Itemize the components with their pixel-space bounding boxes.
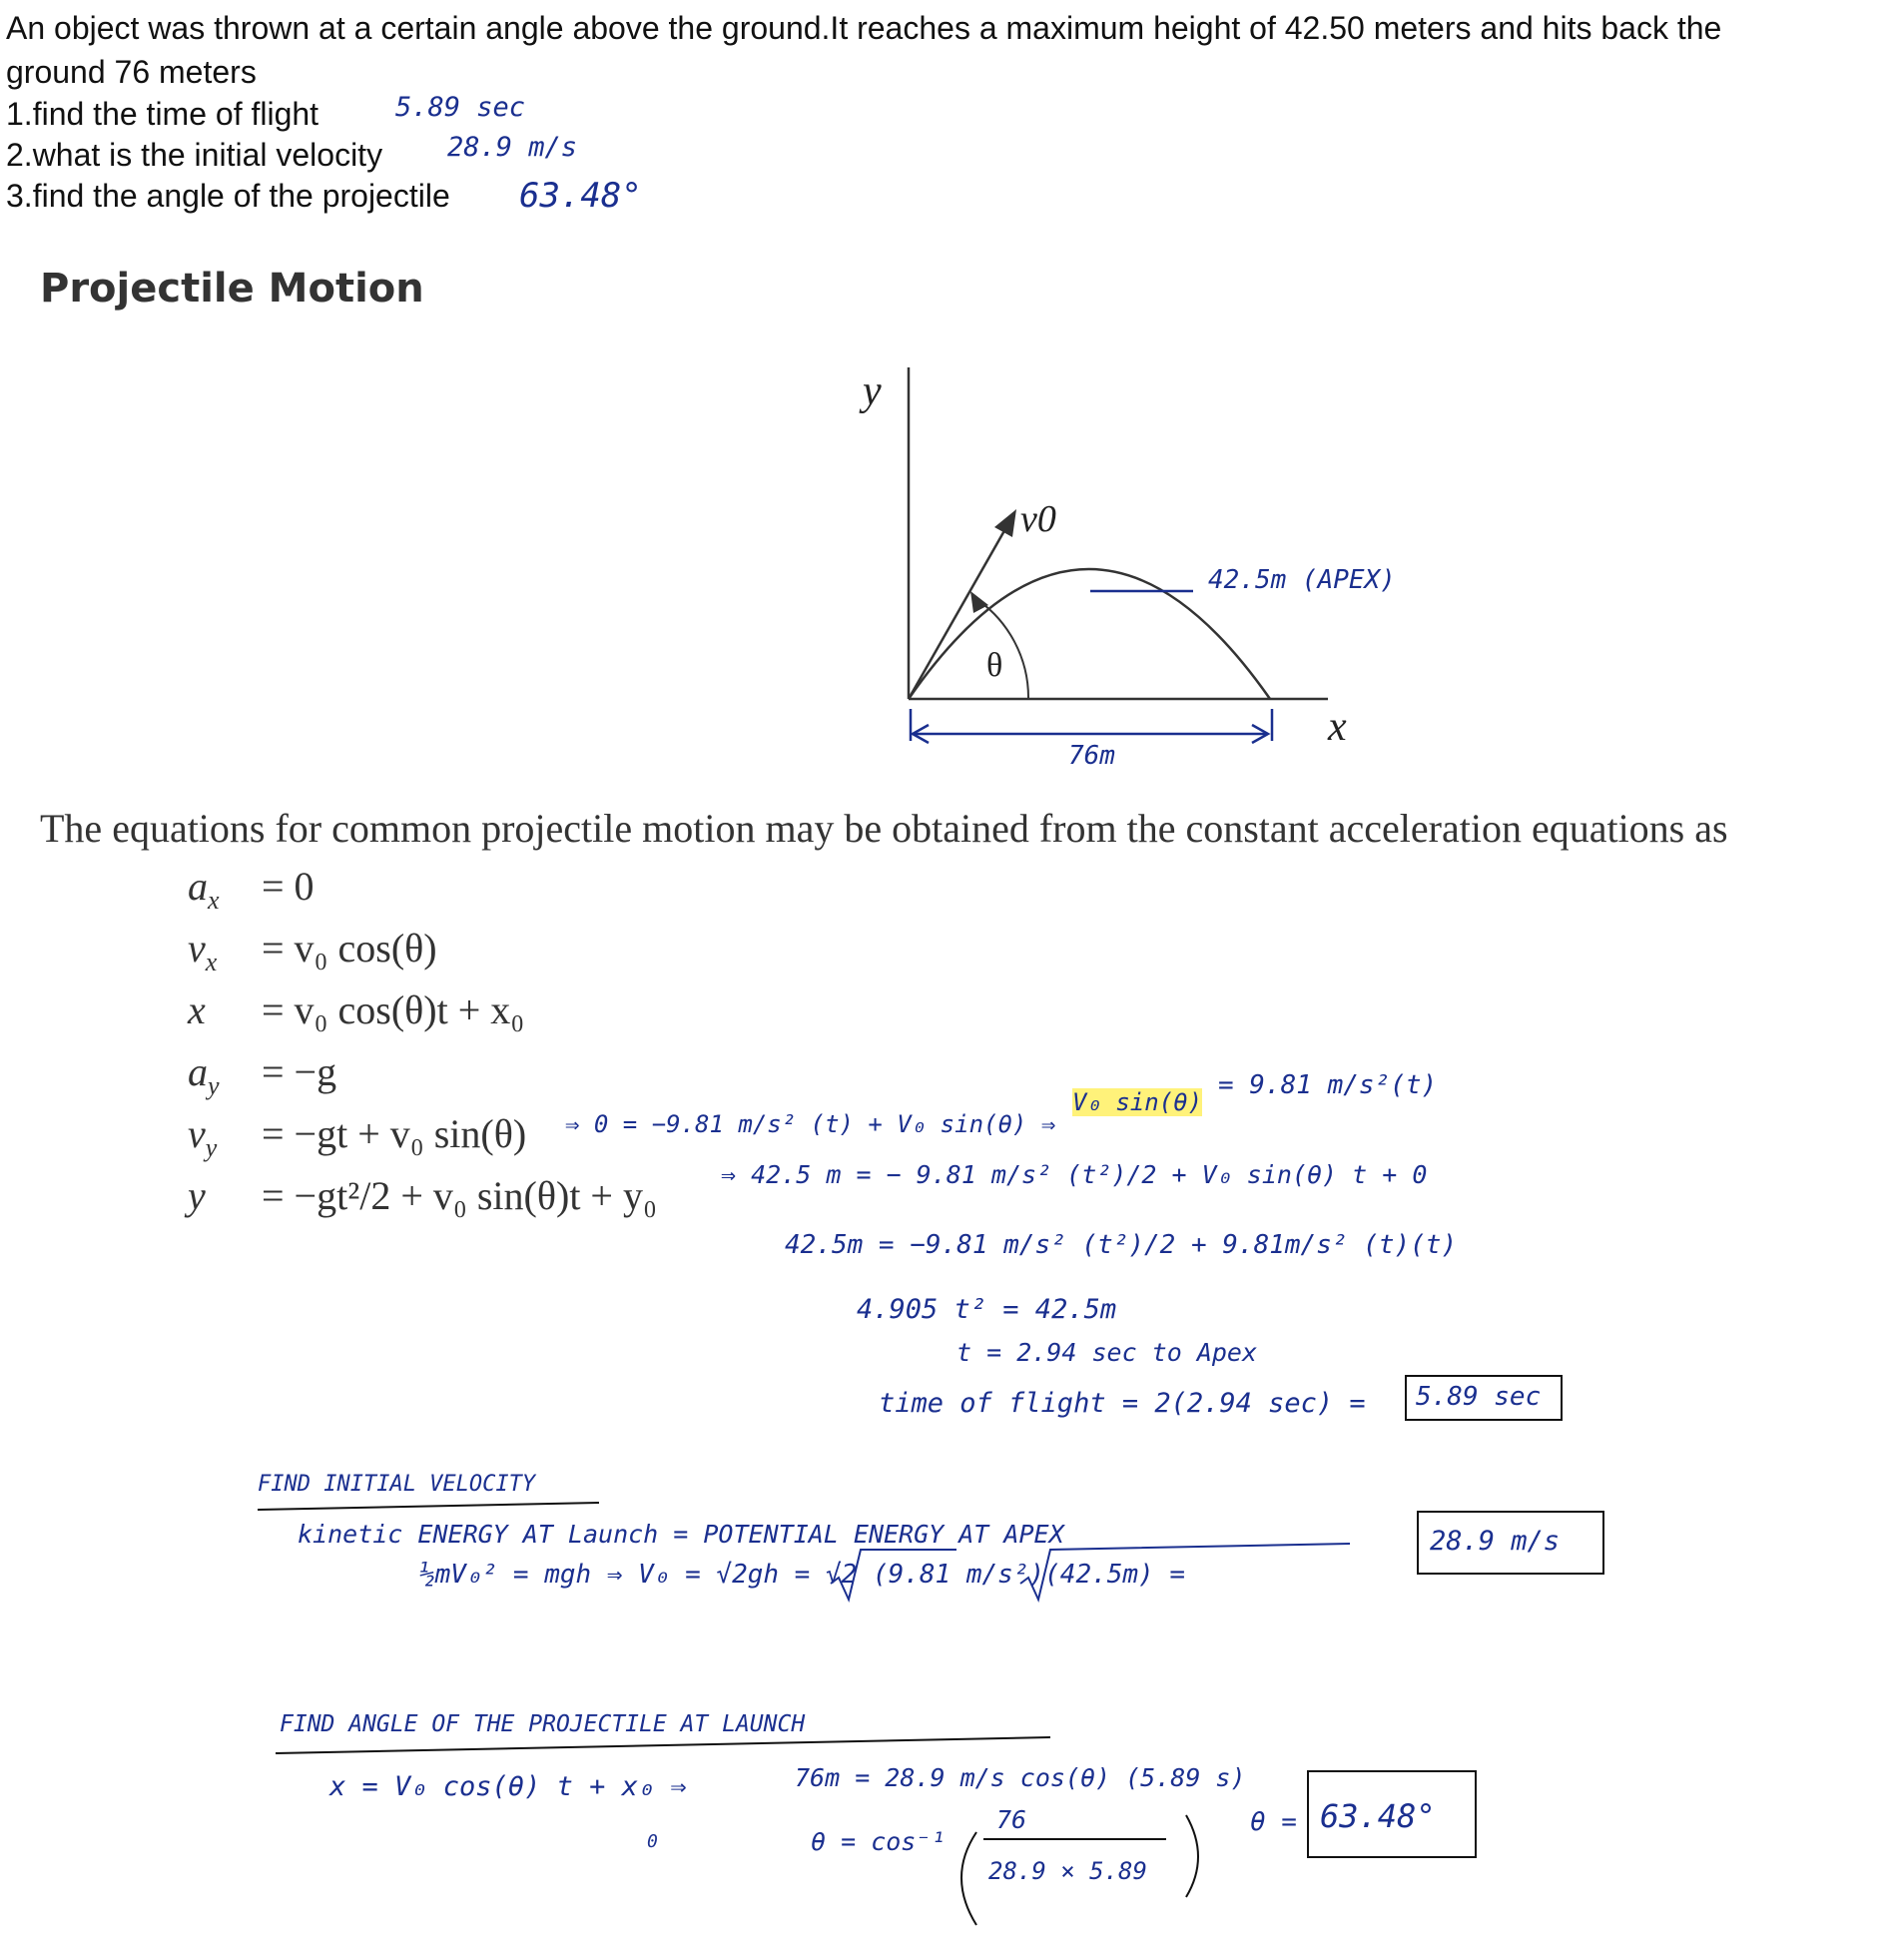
angle-work-line-3: θ = cos⁻¹: [811, 1827, 947, 1856]
eq-vx-lhs: [188, 925, 217, 977]
angle-work-line-1-note: 0: [647, 1831, 658, 1852]
eq-vx-sub: x: [205, 948, 218, 976]
velocity-work-line-2: ½mV₀² = mgh ⇒ V₀ = √2gh = √2 (9.81 m/s²)(42.5m) =: [419, 1560, 1186, 1590]
work-time-answer: 5.89 sec: [1416, 1382, 1542, 1412]
range-label: 76m: [1068, 741, 1115, 771]
angle-fraction-denominator: 28.9 × 5.89: [988, 1857, 1147, 1885]
work-vy-result: = 9.81 m/s²(t): [1218, 1070, 1438, 1100]
eq-ax-sub: x: [208, 886, 220, 915]
problem-line-1: An object was thrown at a certain angle above the ground.It reaches a maximum height of 42.50 meters and hits back the: [6, 10, 1722, 46]
eq-vy-lhs: [188, 1110, 217, 1163]
eq-ay-symbol: a: [188, 1049, 208, 1094]
velocity-work-line-1: kinetic ENERGY AT Launch = POTENTIAL ENERGY AT APEX: [298, 1520, 1064, 1549]
apex-label: 42.5m (APEX): [1208, 565, 1396, 595]
velocity-answer: 28.9 m/s: [1430, 1526, 1561, 1557]
eq-ay-sub: y: [208, 1071, 220, 1100]
angle-arrowhead: [970, 591, 988, 613]
question-3: 3.find the angle of the projectile: [6, 178, 450, 214]
eq-ay-rhs: = −g: [262, 1049, 337, 1094]
eq-x-lhs: x: [188, 987, 206, 1032]
work-y-step-4: t = 2.94 sec to Apex: [956, 1338, 1258, 1367]
work-vy-step: ⇒ 0 = −9.81 m/s² (t) + V₀ sin(θ) ⇒: [565, 1110, 1056, 1138]
answer-3: 63.48°: [519, 176, 642, 216]
answer-1: 5.89 sec: [395, 92, 526, 123]
velocity-arrowhead: [994, 509, 1016, 537]
y-axis-label: y: [863, 368, 882, 414]
eq-ax-lhs: [188, 863, 220, 916]
eq-y-lhs: y: [188, 1173, 206, 1218]
eq-vy-sub: y: [205, 1133, 218, 1162]
eq-vy-rhs: = −gt + v₀ sin(θ): [262, 1111, 527, 1156]
work-y-step-1: ⇒ 42.5 m = − 9.81 m/s² (t²)/2 + V₀ sin(θ) t + 0: [721, 1160, 1428, 1189]
section-title: Projectile Motion: [40, 266, 424, 312]
eq-vx-rhs: = v₀ cos(θ): [262, 926, 437, 971]
work-y-step-5: time of flight = 2(2.94 sec) =: [879, 1388, 1366, 1419]
angle-answer: 63.48°: [1320, 1797, 1436, 1835]
problem-line-2: ground 76 meters: [6, 54, 257, 90]
velocity-heading: FIND INITIAL VELOCITY: [258, 1472, 536, 1497]
angle-fraction-numerator: 76: [996, 1805, 1027, 1834]
question-2: 2.what is the initial velocity: [6, 137, 383, 173]
eq-vy-symbol: v: [188, 1111, 206, 1156]
eq-x-rhs: = v₀ cos(θ)t + x₀: [262, 987, 525, 1032]
velocity-heading-underline: [258, 1503, 599, 1510]
intro-sentence: The equations for common projectile motion may be obtained from the constant acceleration equations as: [40, 806, 1728, 851]
angle-work-line-2: 76m = 28.9 m/s cos(θ) (5.89 s): [795, 1763, 1246, 1792]
eq-y-rhs: = −gt²/2 + v₀ sin(θ)t + y₀: [262, 1173, 657, 1218]
work-y-step-2: 42.5m = −9.81 m/s² (t²)/2 + 9.81m/s² (t)(t): [785, 1230, 1458, 1260]
work-y-step-3: 4.905 t² = 42.5m: [857, 1294, 1117, 1325]
velocity-label: v0: [1020, 498, 1056, 540]
paren-left: [961, 1832, 976, 1925]
eq-ay-lhs: [188, 1048, 220, 1101]
eq-ax-rhs: = 0: [262, 864, 315, 909]
angle-label: θ: [986, 647, 1003, 684]
angle-work-line-1: x = V₀ cos(θ) t + x₀ ⇒: [329, 1771, 687, 1802]
answer-2: 28.9 m/s: [447, 132, 578, 163]
angle-heading: FIND ANGLE OF THE PROJECTILE AT LAUNCH: [280, 1711, 806, 1737]
paren-right: [1186, 1815, 1198, 1897]
x-axis-label: x: [1328, 704, 1347, 750]
eq-ax-symbol: a: [188, 864, 208, 909]
angle-heading-underline: [276, 1737, 1050, 1753]
angle-result-lhs: θ =: [1250, 1807, 1297, 1837]
work-vy-highlight: V₀ sin(θ): [1072, 1088, 1203, 1116]
question-1: 1.find the time of flight: [6, 96, 319, 132]
eq-vx-symbol: v: [188, 926, 206, 971]
